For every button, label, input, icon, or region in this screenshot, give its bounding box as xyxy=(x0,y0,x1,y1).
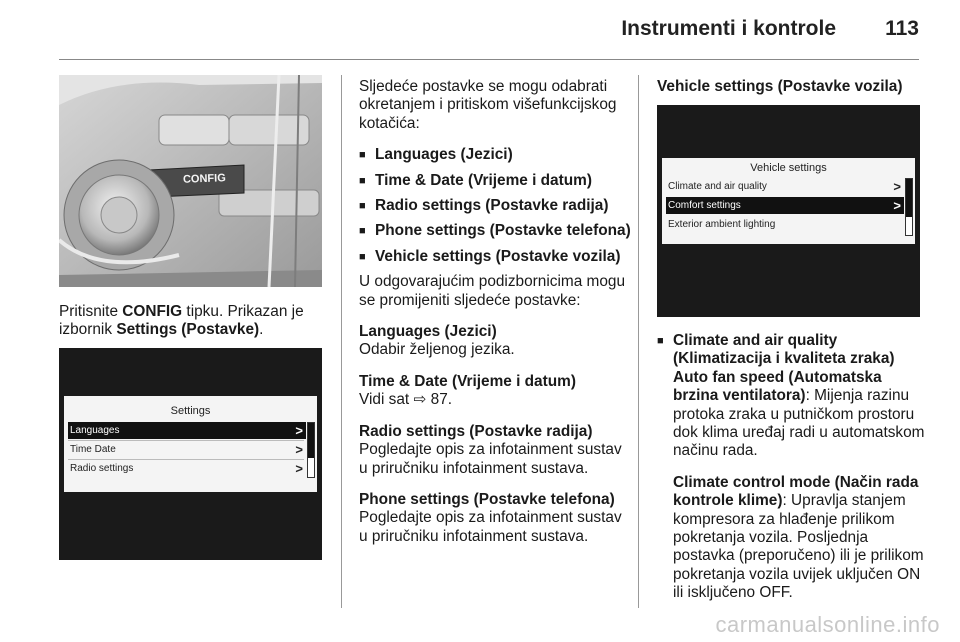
intro-text-2: tipku. Prikazan je izbornik xyxy=(59,303,304,339)
scrollbar xyxy=(307,422,315,478)
console-photo xyxy=(59,75,322,287)
climate-mode-text: : Upravlja stanjem kompresora za hlađenje prilikom pokretanja vozila. Posljednja postavka (preporučeno) ili je prilikom pokretanja vozila uvijek uključen ON ili isključeno OFF. xyxy=(673,492,924,602)
settings-row-radio xyxy=(68,460,306,477)
section-body: Odabir željenog jezika. xyxy=(359,341,515,359)
intro-settings: Settings (Postavke) xyxy=(116,321,260,339)
scrollbar xyxy=(905,178,913,236)
vehicle-row-label: Comfort settings xyxy=(668,200,741,211)
section-time-date xyxy=(359,373,631,410)
config-button-label: CONFIG xyxy=(182,172,226,186)
vehicle-row-climate xyxy=(666,178,904,195)
section-languages xyxy=(359,323,631,360)
list-item: ■ Phone settings (Postavke telefona) xyxy=(359,222,631,240)
intro-config: CONFIG xyxy=(122,303,183,320)
watermark: carmanualsonline.info xyxy=(715,612,940,637)
climate-mode-paragraph xyxy=(673,474,925,603)
section-body: Pogledajte opis za infotainment sustav u priručniku infotainment sustava. xyxy=(359,509,622,545)
vehicle-settings-heading: Vehicle settings (Postavke vozila) xyxy=(657,78,903,95)
scrollbar-thumb xyxy=(308,423,314,458)
settings-row-label: Radio settings xyxy=(70,463,134,474)
column-divider-1 xyxy=(341,75,342,608)
settings-screen xyxy=(64,396,317,492)
settings-row-label: Languages xyxy=(70,425,120,436)
list-item: ■ Vehicle settings (Postavke vozila) xyxy=(359,248,631,266)
climate-heading: ■ Climate and air quality (Klimatizacija i kvaliteta zraka) xyxy=(673,332,895,368)
list-item: ■ Languages (Jezici) xyxy=(359,146,631,164)
section-body: Pogledajte opis za infotainment sustav u priručniku infotainment sustava. xyxy=(359,441,622,477)
section-heading: Phone settings (Postavke telefona) xyxy=(359,490,615,508)
header-divider xyxy=(59,59,919,60)
settings-row-label: Time Date xyxy=(70,444,116,455)
auto-fan-paragraph xyxy=(673,369,925,461)
middle-intro: Sljedeće postavke se mogu odabrati okretanjem i pritiskom višefunkcijskog kotačića: xyxy=(359,78,617,132)
chevron-right-icon: > xyxy=(295,423,303,438)
vehicle-row-label: Exterior ambient lighting xyxy=(668,219,776,230)
chevron-right-icon: > xyxy=(295,461,303,476)
chevron-right-icon: > xyxy=(893,179,901,194)
vehicle-screen-frame xyxy=(657,105,920,317)
settings-screen-frame xyxy=(59,348,322,560)
vehicle-row-label: Climate and air quality xyxy=(668,181,767,192)
section-radio xyxy=(359,423,631,478)
vehicle-row-comfort xyxy=(666,197,904,214)
settings-list xyxy=(359,146,631,266)
auto-fan-label: Auto fan speed (Automatska brzina ventilatora) xyxy=(673,368,882,405)
settings-row-time-date xyxy=(68,441,306,458)
list-item xyxy=(657,332,925,603)
settings-row-languages xyxy=(68,422,306,439)
section-phone xyxy=(359,491,631,546)
auto-fan-text: : Mijenja razinu protoka zraka u putničkom prostoru dok klima uređaj radi u automatskom načinu rada. xyxy=(673,387,925,460)
page-header-title: Instrumenti i kontrole xyxy=(621,17,836,40)
right-column xyxy=(657,332,925,616)
list-item: ■ Time & Date (Vrijeme i datum) xyxy=(359,172,631,190)
middle-column xyxy=(359,78,631,559)
intro-text-1: Pritisnite xyxy=(59,303,123,320)
section-body: Vidi sat ⇨ 87. xyxy=(359,391,453,409)
vehicle-screen-title: Vehicle settings xyxy=(750,162,827,174)
chevron-right-icon: > xyxy=(295,442,303,457)
column-divider-2 xyxy=(638,75,639,608)
settings-screen-title: Settings xyxy=(170,405,211,417)
section-heading: Languages (Jezici) xyxy=(359,323,497,341)
left-intro xyxy=(59,303,329,340)
climate-list xyxy=(657,332,925,603)
vehicle-row-ambient xyxy=(666,216,904,233)
scrollbar-thumb xyxy=(906,179,912,217)
climate-mode-label: Climate control mode (Način rada kontrole klime) xyxy=(673,473,919,510)
chevron-right-icon: > xyxy=(893,198,901,213)
section-heading: Radio settings (Postavke radija) xyxy=(359,422,593,440)
section-heading: Time & Date (Vrijeme i datum) xyxy=(359,372,576,390)
page-number: 113 xyxy=(885,17,919,40)
vehicle-settings-screen xyxy=(662,158,915,244)
intro-text-3: . xyxy=(259,321,264,339)
submenu-text: U odgovarajućim podizbornicima mogu se promijeniti sljedeće postavke: xyxy=(359,273,626,309)
list-item: ■ Radio settings (Postavke radija) xyxy=(359,197,631,215)
